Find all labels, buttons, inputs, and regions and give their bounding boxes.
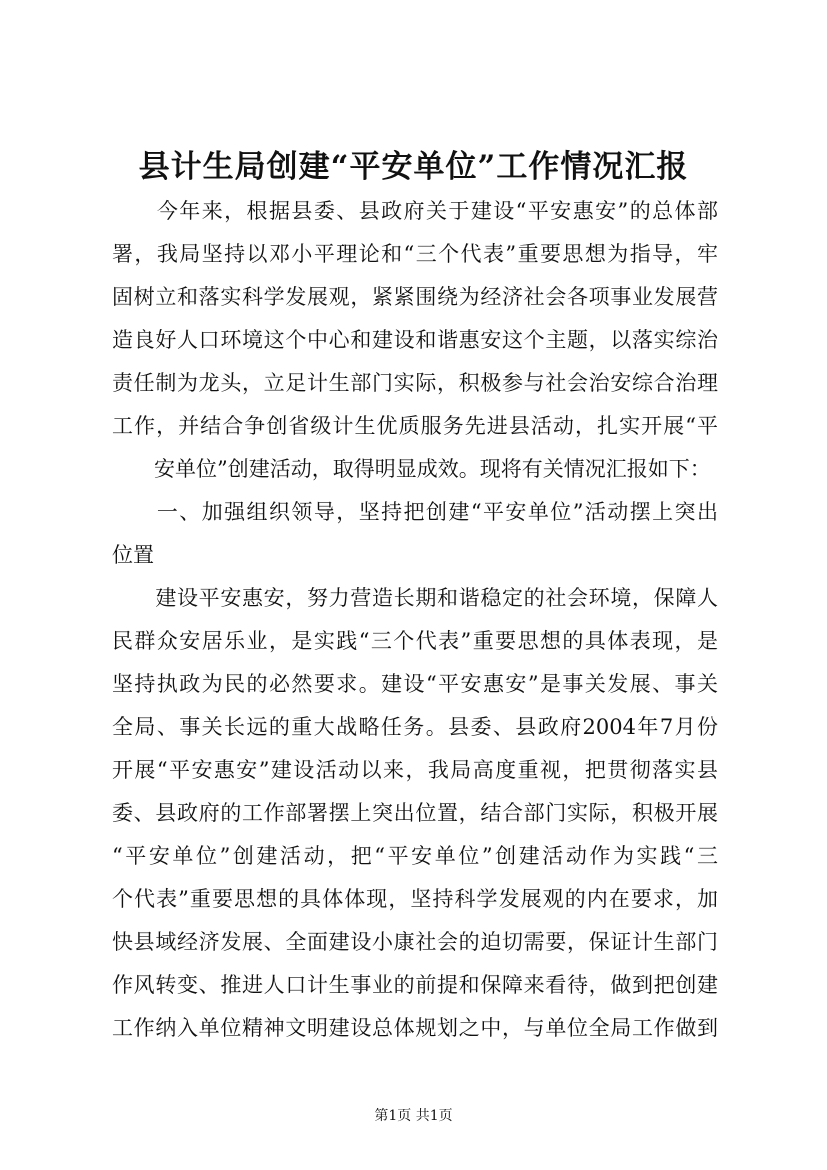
- paragraph-line: 委、县政府的工作部署摆上突出位置，结合部门实际，积极开展: [112, 801, 718, 825]
- paragraph-line: 安单位”创建活动，取得明显成效。现将有关情况汇报如下：: [112, 457, 711, 481]
- paragraph-line: 工作，并结合争创省级计生优质服务先进县活动，扎实开展“平: [112, 414, 718, 438]
- document-title: 县计生局创建“平安单位”工作情况汇报: [138, 149, 689, 185]
- paragraph-line: “平安单位”创建活动，把“平安单位”创建活动作为实践“三: [112, 844, 718, 868]
- section-heading-line: 位置: [112, 543, 154, 567]
- paragraph-line: 责任制为龙头，立足计生部门实际，积极参与社会治安综合治理: [112, 371, 718, 395]
- paragraph-line: 全局、事关长远的重大战略任务。县委、县政府2004年7月份: [112, 715, 718, 739]
- paragraph-line: 造良好人口环境这个中心和建设和谐惠安这个主题，以落实综治: [112, 328, 718, 352]
- paragraph-line: 坚持执政为民的必然要求。建设“平安惠安”是事关发展、事关: [112, 672, 718, 696]
- paragraph-line: 作风转变、推进人口计生事业的前提和保障来看待，做到把创建: [112, 973, 718, 997]
- paragraph-line: 个代表”重要思想的具体体现，坚持科学发展观的内在要求，加: [112, 887, 718, 911]
- page-number-footer: 第1页 共1页: [374, 1108, 453, 1124]
- paragraph-line: 民群众安居乐业，是实践“三个代表”重要思想的具体表现，是: [112, 629, 718, 653]
- paragraph-line: 工作纳入单位精神文明建设总体规划之中，与单位全局工作做到: [112, 1016, 718, 1040]
- section-heading-line: 一、加强组织领导，坚持把创建“平安单位”活动摆上突出: [112, 500, 718, 524]
- paragraph-line: 开展“平安惠安”建设活动以来，我局高度重视，把贯彻落实县: [112, 758, 718, 782]
- paragraph-line: 今年来，根据县委、县政府关于建设“平安惠安”的总体部: [112, 199, 718, 223]
- paragraph-line: 建设平安惠安，努力营造长期和谐稳定的社会环境，保障人: [112, 586, 718, 610]
- paragraph-line: 署，我局坚持以邓小平理论和“三个代表”重要思想为指导，牢: [112, 242, 718, 266]
- paragraph-line: 固树立和落实科学发展观，紧紧围绕为经济社会各项事业发展营: [112, 285, 718, 309]
- paragraph-line: 快县域经济发展、全面建设小康社会的迫切需要，保证计生部门: [112, 930, 718, 954]
